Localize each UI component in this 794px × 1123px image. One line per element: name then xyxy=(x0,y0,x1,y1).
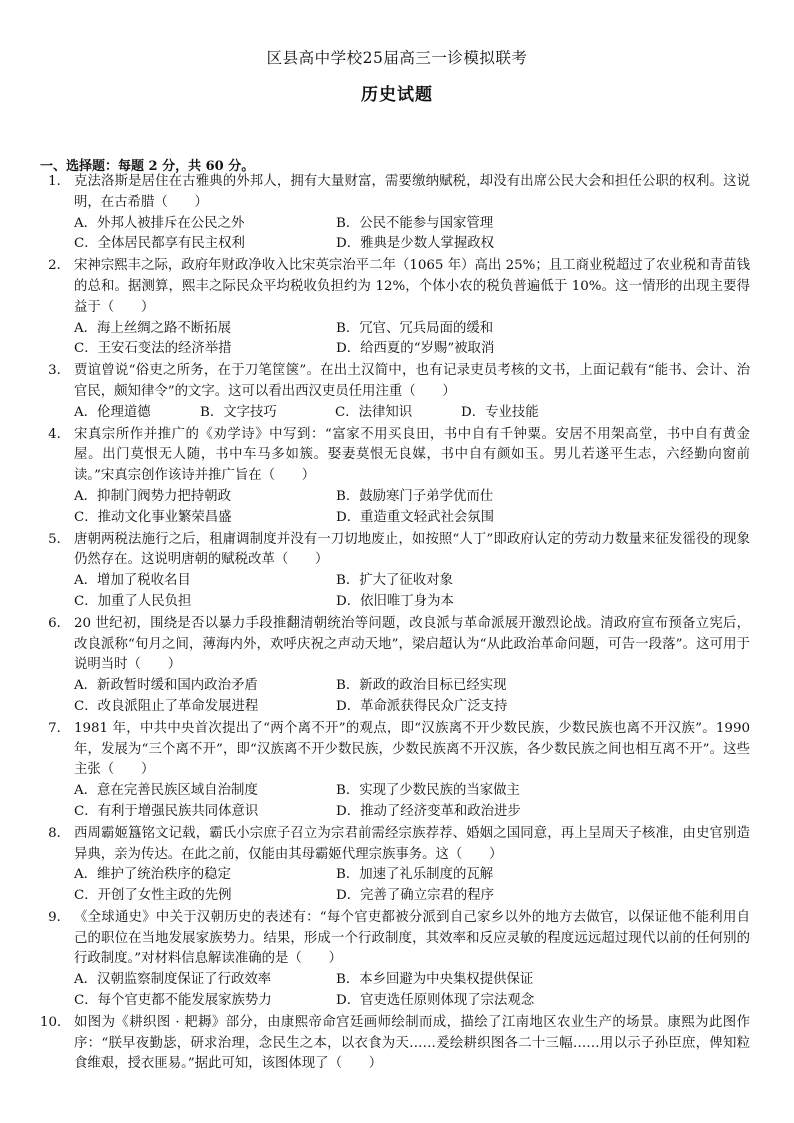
answer-option[interactable]: C．每个官吏都不能发展家族势力 xyxy=(74,993,272,1009)
question-stem xyxy=(40,425,750,487)
option-row xyxy=(40,970,750,991)
option-row xyxy=(40,339,750,360)
answer-option[interactable]: B．实现了少数民族的当家做主 xyxy=(336,783,520,799)
option-row xyxy=(40,886,750,907)
option-row xyxy=(40,487,750,508)
answer-option[interactable]: A．增加了税收名目 xyxy=(74,573,191,589)
answer-option[interactable]: B．扩大了征收对象 xyxy=(336,573,453,589)
answer-option[interactable]: D．依旧唯丁身为本 xyxy=(336,593,454,609)
question-text: 贾谊曾说“俗吏之所务，在于刀笔筐箧”。在出土汉简中，也有记录吏员考核的文书，上面记载有“能书、会计、治官民，颇知律令”的文字。这可以看出西汉吏员任用注重（ ） xyxy=(74,363,750,399)
option-row xyxy=(40,319,750,340)
answer-option[interactable]: D．雅典是少数人掌握政权 xyxy=(336,236,495,252)
answer-option[interactable]: C．法律知识 xyxy=(335,404,413,420)
question-stem xyxy=(40,256,750,318)
question-stem xyxy=(40,908,750,970)
answer-option[interactable]: D．完善了确立宗君的程序 xyxy=(336,888,495,904)
answer-option[interactable]: D．推动了经济变革和政治进步 xyxy=(336,803,521,819)
answer-option[interactable]: B．鼓励寒门子弟学优而仕 xyxy=(336,488,494,504)
subject-title: 历史试题 xyxy=(361,85,433,105)
answer-option[interactable]: C．加重了人民负担 xyxy=(74,593,192,609)
answer-option[interactable]: A．新政暂时缓和国内政治矛盾 xyxy=(74,678,258,694)
answer-option[interactable]: D．官吏选任原则体现了宗法观念 xyxy=(336,993,535,1009)
question-number: 8． xyxy=(48,825,70,841)
answer-option[interactable]: A．意在完善民族区域自治制度 xyxy=(74,783,258,799)
question-text: 20 世纪初，围绕是否以暴力手段推翻清朝统治等问题，改良派与革命派展开激烈论战。清政府宣布预备立宪后，改良派称“旬月之间，薄海内外，欢呼庆祝之声动天地”，梁启超认为“从此政治革命问题，可告一段落”。这可用于说明当时（ ） xyxy=(74,615,750,673)
question-number: 4． xyxy=(48,426,70,442)
question-number: 1． xyxy=(48,174,70,189)
question-text: 宋真宗所作并推广的《劝学诗》中写到：“富家不用买良田，书中自有千钟粟。安居不用架高堂，书中自有黄金屋。出门莫恨无人随，书中车马多如簇。娶妻莫恨无良媒，书中自有颜如玉。男儿若遂平生志，六经勤向窗前读。”宋真宗创作该诗并推广旨在（ ） xyxy=(74,426,750,484)
question-stem xyxy=(40,530,750,572)
option-row xyxy=(40,865,750,886)
question-number: 2． xyxy=(48,258,70,274)
question-item xyxy=(40,361,750,423)
answer-option[interactable]: A．伦理道德 xyxy=(74,404,151,420)
answer-option[interactable]: C．王安石变法的经济举措 xyxy=(74,341,232,357)
question-stem xyxy=(40,172,750,214)
question-item xyxy=(40,614,750,718)
option-row xyxy=(40,571,750,592)
question-number: 9． xyxy=(48,909,70,925)
question-text: 1981 年，中共中央首次提出了“两个离不开”的观点，即“汉族离不开少数民族，少数民族也离不开汉族”。1990 年，发展为“三个离不开”，即“汉族离不开少数民族，少数民族离不开汉族，各少数民族之间也相互离不开”。这些主张（ ） xyxy=(74,720,750,778)
answer-option[interactable]: D．重造重文轻武社会氛围 xyxy=(336,509,495,525)
answer-option[interactable]: B．冗官、冗兵局面的缓和 xyxy=(336,320,494,336)
question-text: 西周霸姬簋铭文记载，霸氏小宗庶子召立为宗君前需经宗族荐荐、婚姻之国同意，再上呈周天子核准，由史官别造异典，亲为传达。在此之前，仅能由其母霸姬代理宗族事务。这（ ） xyxy=(74,825,750,862)
answer-option[interactable]: C．改良派阻止了革命发展进程 xyxy=(74,698,259,714)
option-row xyxy=(40,403,750,424)
answer-option[interactable]: B．本乡回避为中央集权提供保证 xyxy=(336,972,534,988)
answer-option[interactable]: B．加速了礼乐制度的瓦解 xyxy=(336,867,494,883)
question-list xyxy=(40,172,750,1076)
answer-option[interactable]: A．海上丝绸之路不断拓展 xyxy=(74,320,231,336)
answer-option[interactable]: C．全体居民都享有民主权利 xyxy=(74,236,245,252)
option-row xyxy=(40,991,750,1012)
question-text: 如图为《耕织图 · 耙耨》部分，由康熙帝命宫廷画师绘制而成，描绘了江南地区农业生产的场景。康熙为此图作序：“朕早夜勤毖，研求治理，念民生之本，以衣食为天……爰绘耕织图各二十三幅……用以示子孙臣庶，俾知粒食维艰，授衣匪易。”据此可知，该图体现了（ ） xyxy=(74,1014,750,1072)
answer-option[interactable]: A．抑制门阀势力把持朝政 xyxy=(74,488,231,504)
option-row xyxy=(40,592,750,613)
option-row xyxy=(40,781,750,802)
answer-option[interactable]: B．新政的政治目标已经实现 xyxy=(336,678,507,694)
question-stem xyxy=(40,1013,750,1075)
option-row xyxy=(40,234,750,255)
question-text: 宋神宗熙丰之际，政府年财政净收入比宋英宗治平二年（1065 年）高出 25%；且工商业税超过了农业税和青苗钱的总和。据测算，熙丰之际民众平均税收负担约为 12%，个体小农的税负普遍低于 10%。这一情形的出现主要得益于（ ） xyxy=(74,258,750,315)
question-item xyxy=(40,908,750,1012)
exam-title: 区县高中学校25届高三一诊模拟联考 xyxy=(266,49,528,67)
question-item xyxy=(40,256,750,360)
answer-option[interactable]: A．汉朝监察制度保证了行政效率 xyxy=(74,972,272,988)
question-item xyxy=(40,1013,750,1075)
answer-option[interactable]: C．开创了女性主政的先例 xyxy=(74,888,232,904)
question-text: 唐朝两税法施行之后，租庸调制度并没有一刀切地废止，如按照“人丁”即政府认定的劳动力数量来征发徭役的现象仍然存在。这说明唐朝的赋税改革（ ） xyxy=(74,531,750,568)
question-item xyxy=(40,530,750,613)
question-item xyxy=(40,172,750,255)
question-stem xyxy=(40,719,750,781)
question-text: 《全球通史》中关于汉朝历史的表述有：“每个官吏都被分派到自己家乡以外的地方去做官，以保证他不能利用自己的职位在当地发展家族势力。结果，形成一个行政制度，其效率和反应灵敏的程度远远超过现代以前的任何别的行政制度。”对材料信息解读准确的是（ ） xyxy=(74,909,750,967)
question-number: 6． xyxy=(48,615,70,631)
answer-option[interactable]: B．文字技巧 xyxy=(200,404,277,420)
question-stem xyxy=(40,614,750,676)
answer-option[interactable]: A．外邦人被排斥在公民之外 xyxy=(74,215,245,231)
answer-option[interactable]: C．有利于增强民族共同体意识 xyxy=(74,803,259,819)
question-stem xyxy=(40,361,750,403)
question-text: 克法洛斯是居住在古雅典的外邦人，拥有大量财富，需要缴纳赋税，却没有出席公民大会和担任公职的权利。这说明，在古希腊（ ） xyxy=(74,174,750,210)
question-item xyxy=(40,425,750,529)
question-number: 3． xyxy=(48,363,70,379)
option-row xyxy=(40,214,750,235)
question-stem xyxy=(40,824,750,866)
answer-option[interactable]: B．公民不能参与国家管理 xyxy=(336,215,494,231)
answer-option[interactable]: C．推动文化事业繁荣昌盛 xyxy=(74,509,232,525)
option-row xyxy=(40,697,750,718)
question-item xyxy=(40,719,750,823)
question-item xyxy=(40,824,750,907)
answer-option[interactable]: D．专业技能 xyxy=(461,404,539,420)
option-row xyxy=(40,676,750,697)
answer-option[interactable]: A．维护了统治秩序的稳定 xyxy=(74,867,231,883)
answer-option[interactable]: D．革命派获得民众广泛支持 xyxy=(336,698,508,714)
section-heading: 一、选择题：每题 2 分，共 60 分。 xyxy=(40,159,255,174)
question-number: 5． xyxy=(48,531,70,547)
option-row xyxy=(40,508,750,529)
answer-option[interactable]: D．给西夏的“岁赐”被取消 xyxy=(336,341,495,357)
option-row xyxy=(40,802,750,823)
question-number: 7． xyxy=(48,720,70,736)
question-number: 10． xyxy=(40,1014,71,1030)
